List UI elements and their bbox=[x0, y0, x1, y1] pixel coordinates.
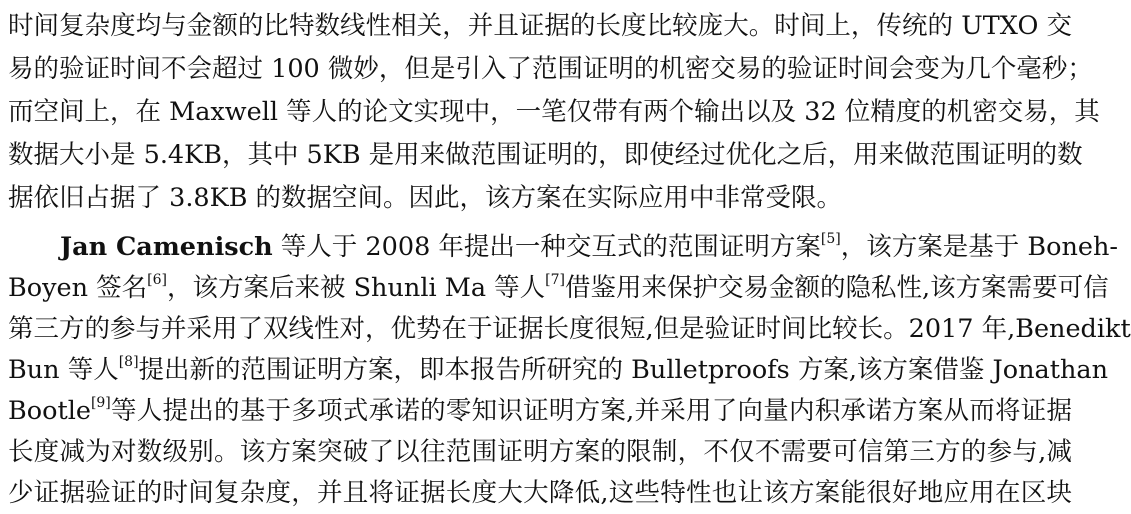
citation-ref[interactable]: [7] bbox=[545, 272, 565, 288]
text-segment: Boyen 签名 bbox=[8, 273, 148, 303]
text-segment: ，该方案是基于 Boneh- bbox=[840, 232, 1119, 262]
citation-ref[interactable]: [5] bbox=[820, 231, 841, 247]
paragraph-1-line-1: 时间复杂度均与金额的比特数线性相关，并且证据的长度比较庞大。时间上，传统的 UTXO 交 bbox=[8, 11, 1072, 41]
paragraph-2-line-6: 长度减为对数级别。该方案突破了以往范围证明方案的限制，不仅不需要可信第三方的参与,减 bbox=[8, 437, 1072, 467]
paragraph-2-line-3: 第三方的参与并采用了双线性对，优势在于证据长度很短,但是验证时间比较长。2017 年,Benedikt bbox=[8, 314, 1131, 344]
citation-ref[interactable]: [9] bbox=[90, 395, 111, 411]
text-segment: Bun 等人 bbox=[8, 355, 119, 385]
paragraph-2-line-1 bbox=[60, 227, 1119, 267]
paragraph-2-line-7: 少证据验证的时间复杂度，并且将证据长度大大降低,这些特性也让该方案能很好地应用在区块 bbox=[8, 478, 1072, 508]
paragraph-2-line-5 bbox=[8, 391, 1072, 431]
paragraph-1-line-3: 而空间上，在 Maxwell 等人的论文实现中，一笔仅带有两个输出以及 32 位精度的机密交易，其 bbox=[8, 97, 1100, 127]
text-segment: 借鉴用来保护交易金额的隐私性,该方案需要可信 bbox=[565, 273, 1109, 303]
text-segment: 等人于 2008 年提出一种交互式的范围证明方案 bbox=[272, 232, 821, 262]
paragraph-1-line-5: 据依旧占据了 3.8KB 的数据空间。因此，该方案在实际应用中非常受限。 bbox=[8, 183, 843, 213]
paragraph-1-line-2: 易的验证时间不会超过 100 微妙，但是引入了范围证明的机密交易的验证时间会变为几个毫秒； bbox=[8, 54, 1093, 84]
text-segment: ，该方案后来被 Shunli Ma 等人 bbox=[166, 273, 546, 303]
text-segment: 提出新的范围证明方案，即本报告所研究的 Bulletproofs 方案,该方案借鉴 Jonathan bbox=[138, 355, 1109, 385]
paragraph-1-line-4: 数据大小是 5.4KB，其中 5KB 是用来做范围证明的，即使经过优化之后，用来做范围证明的数 bbox=[8, 140, 1083, 170]
citation-ref[interactable]: [6] bbox=[147, 272, 167, 288]
paragraph-2-line-2 bbox=[8, 268, 1109, 308]
text-segment: 等人提出的基于多项式承诺的零知识证明方案,并采用了向量内积承诺方案从而将证据 bbox=[110, 396, 1072, 426]
author-name: Jan Camenisch bbox=[60, 232, 273, 262]
text-segment: Bootle bbox=[8, 396, 91, 426]
citation-ref[interactable]: [8] bbox=[118, 354, 139, 370]
paragraph-2-line-4 bbox=[8, 350, 1109, 390]
